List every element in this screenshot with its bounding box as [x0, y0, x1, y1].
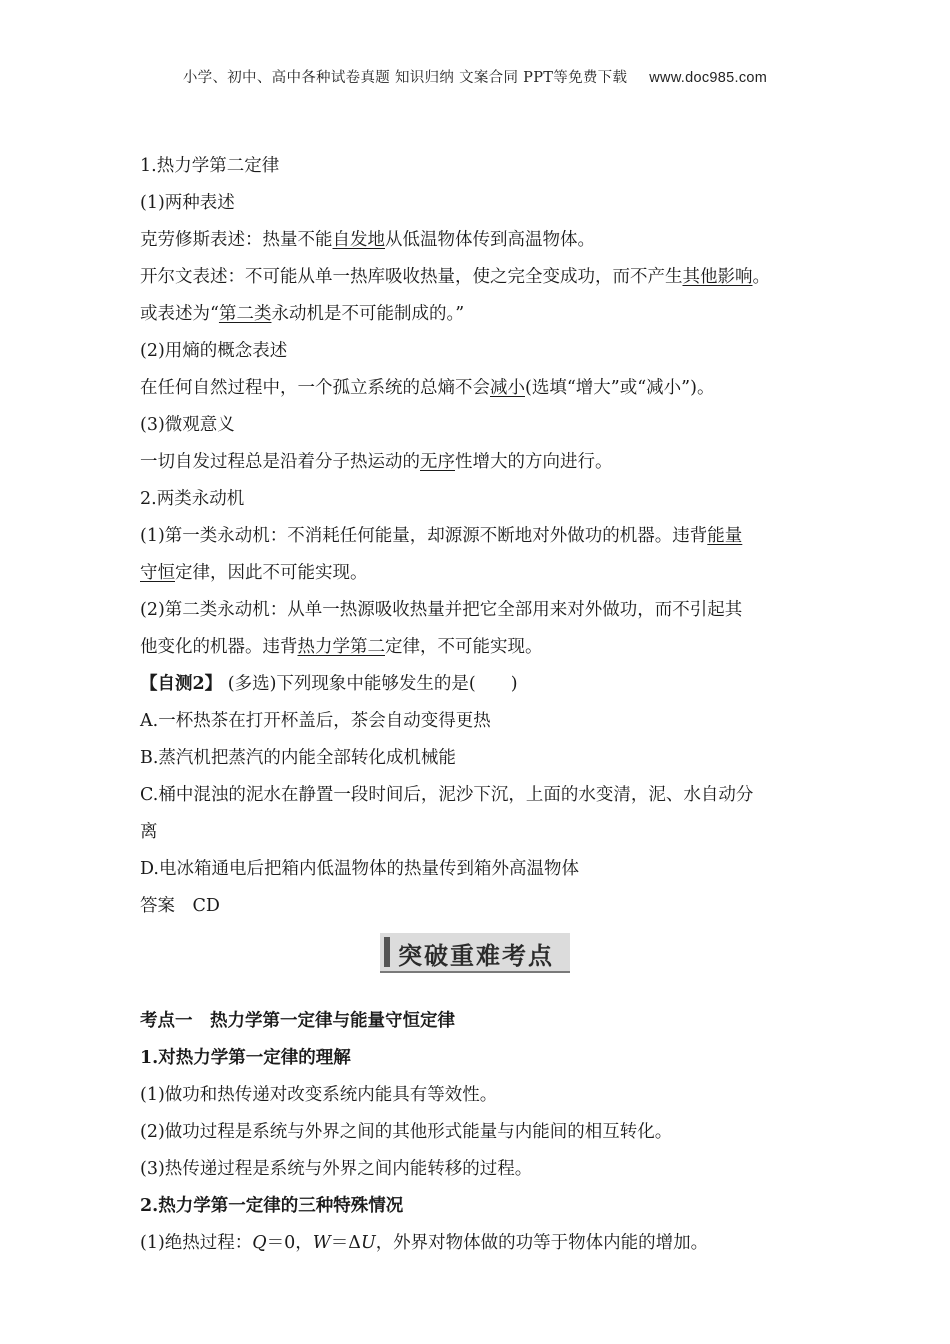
- subsection-title: (3)微观意义: [140, 415, 235, 435]
- fill-blank: 热力学第二: [297, 637, 385, 657]
- quiz-option: A.一杯热茶在打开杯盖后，茶会自动变得更热: [140, 711, 491, 731]
- first-kind-line2: 守恒定律，因此不可能实现。: [140, 563, 368, 583]
- key-point-item: (3)热传递过程是系统与外界之间内能转移的过程。: [140, 1159, 533, 1179]
- adiabatic-process: (1)绝热过程：Q＝0，W＝ΔU，外界对物体做的功等于物体内能的增加。: [140, 1233, 709, 1253]
- quiz-option: D.电冰箱通电后把箱内低温物体的热量传到箱外高温物体: [140, 859, 579, 879]
- clausius-statement: 克劳修斯表述：热量不能自发地从低温物体传到高温物体。: [140, 230, 595, 250]
- section-title: 1.热力学第二定律: [140, 156, 280, 176]
- header-url[interactable]: www.doc985.com: [649, 70, 768, 86]
- fill-blank: 能量: [707, 526, 743, 546]
- quiz-option: 离: [140, 822, 158, 842]
- page-header: [0, 66, 950, 87]
- section-banner-wrap: [140, 925, 830, 1003]
- banner-bar-icon: [384, 937, 390, 967]
- quiz-answer: 答案 CD: [140, 896, 220, 916]
- key-point-heading: 1.对热力学第一定律的理解: [140, 1048, 351, 1068]
- subsection-title: (2)用熵的概念表述: [140, 341, 288, 361]
- key-point-item: (1)做功和热传递对改变系统内能具有等效性。: [140, 1085, 498, 1105]
- alt-statement: 或表述为“第二类永动机是不可能制成的。”: [140, 304, 465, 324]
- kelvin-statement: 开尔文表述：不可能从单一热库吸收热量，使之完全变成功，而不产生其他影响。: [140, 267, 770, 287]
- section-banner: [380, 933, 570, 973]
- quiz-option: B.蒸汽机把蒸汽的内能全部转化成机械能: [140, 748, 456, 768]
- second-kind-line1: (2)第二类永动机：从单一热源吸收热量并把它全部用来对外做功，而不引起其: [140, 600, 743, 620]
- fill-blank: 守恒: [140, 563, 175, 583]
- quiz-option: C.桶中混浊的泥水在静置一段时间后，泥沙下沉，上面的水变清，泥、水自动分: [140, 785, 754, 805]
- key-point-title: 考点一 热力学第一定律与能量守恒定律: [140, 1011, 455, 1031]
- quiz-question: 【自测2】 (多选)下列现象中能够发生的是( ): [140, 674, 518, 694]
- fill-blank: 第二类: [218, 304, 272, 324]
- entropy-statement: 在任何自然过程中，一个孤立系统的总熵不会减小(选填“增大”或“减小”)。: [140, 378, 715, 398]
- first-kind-line1: (1)第一类永动机：不消耗任何能量，却源源不断地对外做功的机器。违背能量: [140, 526, 743, 546]
- subsection-title: (1)两种表述: [140, 193, 235, 213]
- banner-title: 突破重难考点: [398, 942, 554, 970]
- header-text: 小学、初中、高中各种试卷真题 知识归纳 文案合同 PPT等免费下载: [182, 70, 628, 86]
- fill-blank: 其他影响: [682, 267, 753, 287]
- second-kind-line2: 他变化的机器。违背热力学第二定律，不可能实现。: [140, 637, 543, 657]
- document-body: [140, 148, 830, 1262]
- fill-blank: 自发地: [332, 230, 385, 250]
- section-title: 2.两类永动机: [140, 489, 245, 509]
- micro-statement: 一切自发过程总是沿着分子热运动的无序性增大的方向进行。: [140, 452, 613, 472]
- key-point-heading: 2.热力学第一定律的三种特殊情况: [140, 1196, 404, 1216]
- key-point-item: (2)做功过程是系统与外界之间的其他形式能量与内能间的相互转化。: [140, 1122, 673, 1142]
- quiz-label: 【自测2】: [140, 674, 223, 694]
- fill-blank: 减小: [490, 378, 525, 398]
- fill-blank: 无序: [420, 452, 455, 472]
